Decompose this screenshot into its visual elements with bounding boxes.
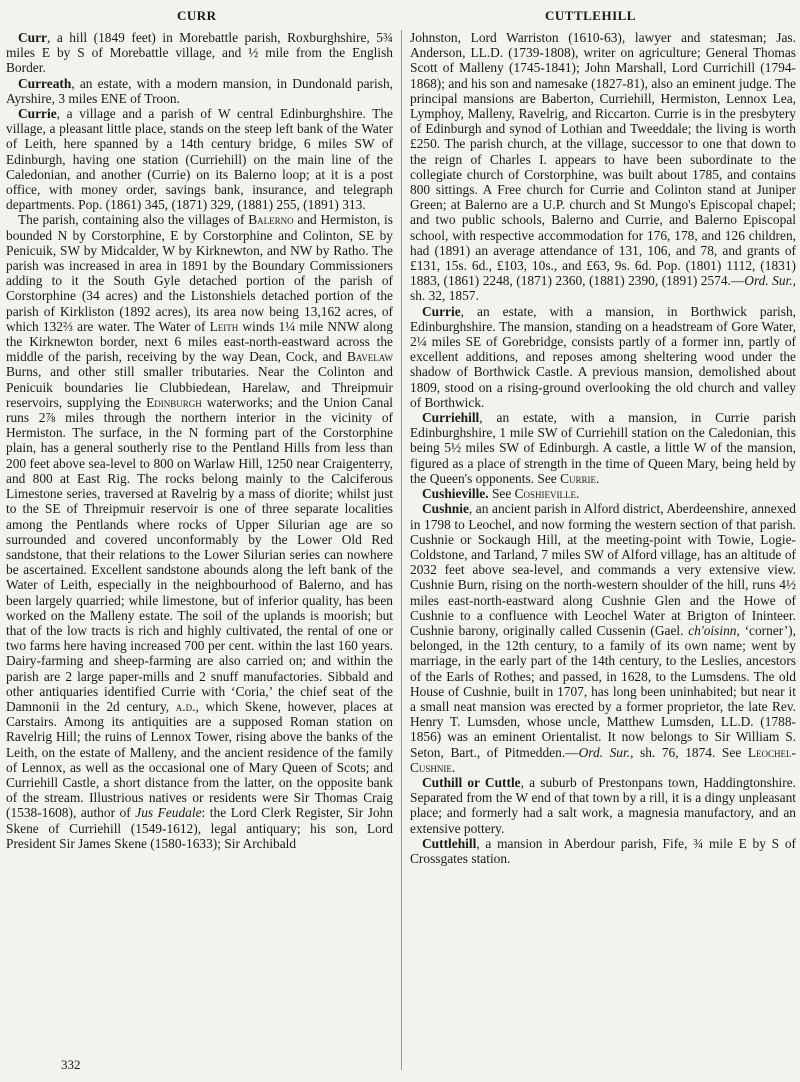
entry-text: : the Lord Clerk Register, Sir John Skene of Curriehill (1549-1612), legal antiquary; his son, Lord President Sir James Skene (1580-1633); Sir Archibald (6, 805, 393, 851)
entry-text: See (488, 486, 515, 502)
headword: Curr (18, 30, 48, 45)
entry-text: , an ancient parish in Alford district, Aberdeenshire, annexed in 1798 to Leochel, and now forming the western section of that parish. Cushnie or Sockaugh Hill, at the meeting-point with Towie, Logie-Coldstone, and Tarland, 7 miles SW of Alford village, has an altitude of 2032 feet above sea-level, and commands a very extensive view. Cushnie Burn, rising on the north-western shoulder of the hill, runs 4½ miles east-north-eastward along Cushnie Glen and the Howe of Cushnie to a confluence with Leochel Water at Brigton of Ininteer. Cushnie barony, originally called Cussenin (Gael. (410, 501, 796, 638)
entry-currie-cont (410, 30, 796, 304)
entry-text: , an estate, with a modern mansion, in Dundonald parish, Ayrshire, 3 miles ENE of Troon. (6, 75, 393, 106)
cross-reference: a.d. (175, 698, 196, 714)
entry-text: , which Skene, however, places at Carstairs. Among its antiquities are a supposed Roman station on Ravelrig Hill; the ruins of Lennox Tower, rising above the banks of the Leith, on the estate of Malleny, and the ancient residence of the family of Lennox, as well as the occasional one of Mary Queen of Scots; and Curriehill Castle, a short distance from the latter, on the opposite bank of the stream. Illustrious natives or residents were Sir Thomas Craig (1538-1608), author of (6, 698, 393, 821)
headword: Curriehill (422, 410, 480, 426)
entry-text: , a suburb of Prestonpans town, Haddingtonshire. Separated from the W end of that town by a rill, it is a dingy unpleasant place; and formerly had a salt work, a magnesia manufactory, and an extensive pottery. (410, 774, 796, 836)
entry-text: Johnston, Lord Warriston (1610-63), lawyer and statesman; Jas. Anderson, LL.D. (1739-1808), writer on agriculture; General Thomas Scott of Malleny (1745-1841); John Marshall, Lord Currichill (1794-1868); and his son and namesake (1827-81), also an eminent judge. The principal mansions are Baberton, Curriehill, Hermiston, Lennox Lea, Lymphoy, Malleny, Ravelrig, and Riccarton. Currie is in the presbytery of Edinburgh and synod of Lothian and Tweeddale; the living is worth £250. The parish church, at the village, successor to one that down to the reign of Charles I. appears to have been subordinate to the collegiate church of Corstorphine, was built about 1785, and contains 800 sittings. A Free church for Currie and Colinton stand at Juniper Green; at Balerno are a U.P. church and St Mungo's Episcopal chapel; and two public schools, Balerno and Currie, and Balerno Episcopal school, with respective accommodation for 176, 178, and 126 children, had (1891) an average attendance of 131, 106, and 78, and grants of £131, 15s. 6d., £103, 10s., and £63, 9s. 6d. Pop. (1801) 1112, (1831) 1883, (1861) 2248, (1871) 2360, (1881) 2390, (1891) 2574.— (410, 30, 796, 289)
cross-reference: Balerno (248, 212, 294, 228)
left-column (6, 30, 393, 1070)
header-left: CURR (177, 8, 217, 23)
entry-text: , a hill (1849 feet) in Morebattle parish, Roxburghshire, 5¾ miles E by S of Morebattle village, and ½ mile from the English Border. (6, 30, 393, 76)
cross-reference: Leith (209, 318, 239, 334)
cross-reference: Bavelaw (346, 349, 393, 365)
entry-curr (6, 30, 393, 76)
entry-text: waterworks; and the Union Canal runs 2⅞ miles through the northern interior in the vicinity of Hermiston. The surface, in the N forming part of the Corstorphine plain, has a general southerly rise to the Pentland Hills from less than 200 feet above sea-level to 800 on Warlaw Hill, 1250 near Craigenterry, and 800 at East Rig. The rocks belong mainly to the Calciferous Limestone series, traversed at Ravelrig by a mass of diorite; whilst just to the SE of Threipmuir reservoir is one of three separate localities among the Pentlands where rocks of Upper Silurian age are so surrounded and covered unconformably by the Lower Old Red sandstone, that their relations to the Lower Silurian series can nowhere be ascertained. Excellent sandstone abounds along the left bank of the Water of Leith, especially in the neighbourhood of Balerno, and has been largely quarried; while limestone, but of inferior quality, has been worked on the Malleny estate. The soil of the uplands is moorish; but that of the low tracts is rich and highly cultivated, the rental of one or two farms here having increased 700 per cent. within the last 160 years. Dairy-farming and sheep-farming are also carried on; and within the parish are 2 large paper-mills and 2 snuff manufactories. Sibbald and other antiquaries identified Currie with ‘Coria,’ the chief seat of the Damnonii in the 2d century, (6, 394, 393, 714)
entry-text: , sh. 76, 1874. See (630, 744, 748, 760)
headword: Currie (18, 106, 57, 122)
headword: Cuttlehill (422, 835, 477, 851)
cross-reference: Leochel-Cushnie (410, 744, 796, 775)
page-number: 332 (61, 1057, 81, 1072)
entry-text: , sh. 32, 1857. (410, 273, 796, 304)
column-divider (401, 30, 402, 1070)
right-column (410, 30, 796, 1070)
header-right: CUTTLEHILL (545, 8, 636, 23)
entry-text: . (596, 470, 600, 486)
entry-curreath (6, 76, 393, 106)
entry-text: . (451, 759, 456, 775)
entry-cushieville (410, 486, 796, 501)
entry-text: . (576, 486, 580, 502)
entry-text: , a mansion in Aberdour parish, Fife, ¾ mile E by S of Crossgates station. (410, 835, 796, 866)
entry-currie-parish (6, 212, 393, 851)
headword: Cushieville. (422, 486, 489, 502)
italic-text: Ord. Sur. (578, 744, 631, 760)
entry-curriehill (410, 410, 796, 486)
italic-text: Ord. Sur. (744, 273, 793, 289)
entry-text: , ‘corner’), belonged, in the 12th century, to a family of its own name; went by marriage, in the early part of the 14th century, to the Leslies, ancestors of the Earls of Rothes; and passed, in 1628, to the Lumsdens. The old House of Cushnie, built in 1707, has long been uninhabited; but near it a small neat mansion was erected by a former proprietor, the late Rev. Henry T. Lumsden, whose uncle, Matthew Lumsden, LL.D. (1788-1856) was an eminent Orientalist. It now belongs to Sir William S. Seton, Bart., of Pitmedden.— (410, 622, 796, 760)
headword: Cushnie (422, 501, 469, 517)
entry-currie (6, 106, 393, 212)
entry-text: , an estate, with a mansion, in Borthwick parish, Edinburghshire. The mansion, standing on a headstream of Gore Water, 2¼ miles SE of Gorebridge, consists partly of a former inn, partly of excellent additions, and reposes among sheltering wood under the shadow of Borthwick Castle. A previous mansion, demolished about 1809, stood on a rising-ground overlooking the old church and valley of Borthwick. (410, 303, 796, 410)
headword: Curreath (18, 75, 72, 91)
cross-reference: Currie (560, 470, 596, 486)
entry-text: , a village and a parish of W central Edinburghshire. The village, a pleasant little place, stands on the steep left bank of the Water of Leith, here spanned by a 14th century bridge, 6 miles SW of Edinburgh, having one station (Curriehill) on the main line of the Caledonian, and another (Currie) on its Balerno loop; at it is a post office, with money order, savings bank, insurance, and telegraph departments. Pop. (1861) 345, (1871) 329, (1881) 255, (1891) 313. (6, 106, 393, 213)
headword: Cuthill or Cuttle (422, 774, 521, 790)
italic-text: ch'oisinn (688, 622, 737, 638)
cross-reference: Coshieville (514, 486, 577, 502)
entry-text: Burns, and other still smaller tributaries. Near the Colinton and Penicuik boundaries lie Clubbiedean, Harelaw, and Threipmuir reservoirs, supplying the (6, 364, 393, 410)
entry-currie-estate (410, 304, 796, 410)
entry-text: winds 1¼ mile NNW along the Kirknewton border, next 6 miles east-north-eastward across the middle of the parish, receiving by the way Dean, Cock, and (6, 318, 393, 365)
running-header (0, 8, 800, 26)
entry-text: , an estate, with a mansion, in Currie parish Edinburghshire, 1 mile SW of Curriehill station on the Caledonian, this being 5½ miles SW of Edinburgh. A castle, a little W of the mansion, figured as a place of strength in the time of Queen Mary, being held by the Queen's opponents. See (410, 410, 796, 486)
entry-cushnie (410, 501, 796, 775)
entry-text: and Hermiston, is bounded N by Corstorphine, E by Corstorphine and Colinton, SE by Penicuik, SW by Midcalder, W by Kirknewton, and NW by Ratho. The parish was increased in area in 1891 by the Boundary Commissioners adding to it the South Gyle detached portion of the parish of Corstorphine (34 acres) and the Listonshiels detached portion of the parish of Kirkliston (1892 acres), its area now being 13,162 acres, of which 132⅔ are water. The Water of (6, 212, 393, 334)
headword: Currie (422, 303, 461, 319)
cross-reference: Edinburgh (146, 394, 202, 410)
entry-cuttlehill (410, 836, 796, 866)
entry-cuthill (410, 775, 796, 836)
entry-text: The parish, containing also the villages of (18, 212, 249, 228)
italic-text: Jus Feudale (135, 805, 202, 821)
